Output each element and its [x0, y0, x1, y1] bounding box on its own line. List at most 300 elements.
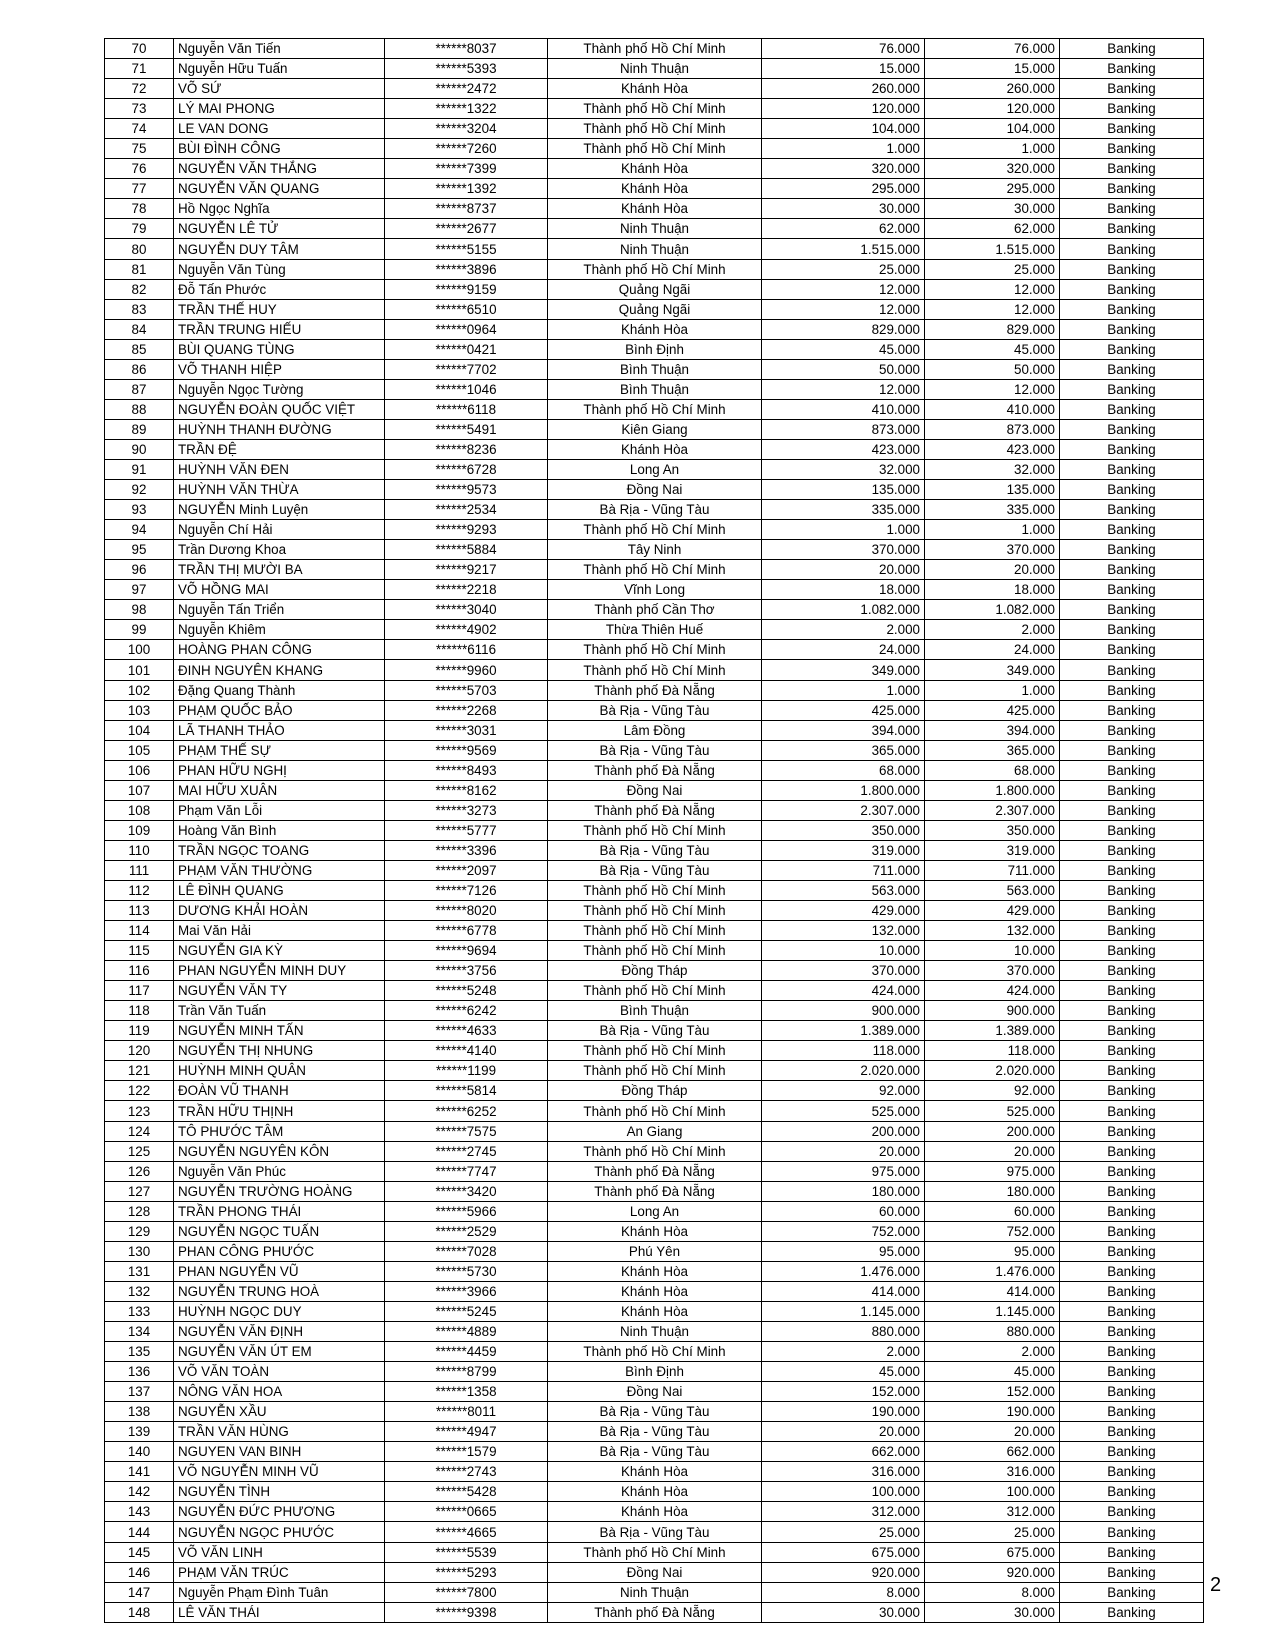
account-cell: ******5491 [385, 419, 548, 439]
amount-cell: 24.000 [762, 640, 925, 660]
account-cell: ******6252 [385, 1101, 548, 1121]
method-cell: Banking [1060, 820, 1204, 840]
name-cell: VÕ HỒNG MAI [174, 580, 385, 600]
name-cell: Nguyễn Hữu Tuấn [174, 59, 385, 79]
province-cell: Kiên Giang [548, 419, 762, 439]
account-cell: ******5428 [385, 1482, 548, 1502]
table-row [105, 981, 1204, 1001]
amount-cell: 316.000 [762, 1462, 925, 1482]
row-number-cell: 75 [105, 139, 174, 159]
name-cell: NGUYỄN TRUNG HOÀ [174, 1281, 385, 1301]
received-amount-cell: 2.307.000 [925, 800, 1060, 820]
amount-cell: 365.000 [762, 740, 925, 760]
method-cell: Banking [1060, 319, 1204, 339]
name-cell: LÊ ĐÌNH QUANG [174, 880, 385, 900]
account-cell: ******3031 [385, 720, 548, 740]
name-cell: PHẠM QUỐC BẢO [174, 700, 385, 720]
row-number-cell: 84 [105, 319, 174, 339]
received-amount-cell: 873.000 [925, 419, 1060, 439]
account-cell: ******4633 [385, 1021, 548, 1041]
row-number-cell: 111 [105, 860, 174, 880]
table-row [105, 339, 1204, 359]
amount-cell: 900.000 [762, 1001, 925, 1021]
province-cell: Ninh Thuận [548, 219, 762, 239]
table-row [105, 239, 1204, 259]
province-cell: Khánh Hòa [548, 1261, 762, 1281]
province-cell: Thành phố Hồ Chí Minh [548, 981, 762, 1001]
amount-cell: 180.000 [762, 1181, 925, 1201]
method-cell: Banking [1060, 1121, 1204, 1141]
row-number-cell: 141 [105, 1462, 174, 1482]
method-cell: Banking [1060, 1201, 1204, 1221]
row-number-cell: 78 [105, 199, 174, 219]
row-number-cell: 119 [105, 1021, 174, 1041]
received-amount-cell: 45.000 [925, 339, 1060, 359]
table-row [105, 760, 1204, 780]
row-number-cell: 85 [105, 339, 174, 359]
table-row [105, 1362, 1204, 1382]
received-amount-cell: 1.145.000 [925, 1301, 1060, 1321]
row-number-cell: 90 [105, 439, 174, 459]
name-cell: TRẦN VĂN HÙNG [174, 1422, 385, 1442]
account-cell: ******5703 [385, 680, 548, 700]
table-row [105, 1021, 1204, 1041]
method-cell: Banking [1060, 1281, 1204, 1301]
received-amount-cell: 30.000 [925, 199, 1060, 219]
province-cell: Thừa Thiên Huế [548, 620, 762, 640]
account-cell: ******1046 [385, 379, 548, 399]
method-cell: Banking [1060, 520, 1204, 540]
account-cell: ******2534 [385, 500, 548, 520]
amount-cell: 424.000 [762, 981, 925, 1001]
row-number-cell: 122 [105, 1081, 174, 1101]
amount-cell: 335.000 [762, 500, 925, 520]
name-cell: TRẦN HỮU THỊNH [174, 1101, 385, 1121]
name-cell: NÔNG VĂN HOA [174, 1382, 385, 1402]
province-cell: Thành phố Hồ Chí Minh [548, 119, 762, 139]
row-number-cell: 137 [105, 1382, 174, 1402]
row-number-cell: 94 [105, 520, 174, 540]
method-cell: Banking [1060, 179, 1204, 199]
table-row [105, 79, 1204, 99]
received-amount-cell: 880.000 [925, 1322, 1060, 1342]
province-cell: Thành phố Đà Nẵng [548, 1181, 762, 1201]
table-row [105, 961, 1204, 981]
row-number-cell: 136 [105, 1362, 174, 1382]
name-cell: PHẠM VĂN THƯỜNG [174, 860, 385, 880]
province-cell: Ninh Thuận [548, 1582, 762, 1602]
method-cell: Banking [1060, 79, 1204, 99]
name-cell: TRẦN NGỌC TOANG [174, 840, 385, 860]
province-cell: Bà Rịa - Vũng Tàu [548, 1522, 762, 1542]
table-row [105, 1081, 1204, 1101]
amount-cell: 349.000 [762, 660, 925, 680]
account-cell: ******0665 [385, 1502, 548, 1522]
table-row [105, 1582, 1204, 1602]
province-cell: Bà Rịa - Vũng Tàu [548, 1422, 762, 1442]
received-amount-cell: 12.000 [925, 299, 1060, 319]
received-amount-cell: 2.000 [925, 1342, 1060, 1362]
row-number-cell: 114 [105, 921, 174, 941]
table-row [105, 1121, 1204, 1141]
amount-cell: 1.000 [762, 680, 925, 700]
table-row [105, 780, 1204, 800]
amount-cell: 873.000 [762, 419, 925, 439]
account-cell: ******9398 [385, 1602, 548, 1622]
received-amount-cell: 120.000 [925, 99, 1060, 119]
province-cell: Bà Rịa - Vũng Tàu [548, 840, 762, 860]
name-cell: NGUYỄN NGỌC PHƯỚC [174, 1522, 385, 1542]
account-cell: ******6242 [385, 1001, 548, 1021]
row-number-cell: 145 [105, 1542, 174, 1562]
row-number-cell: 104 [105, 720, 174, 740]
method-cell: Banking [1060, 961, 1204, 981]
received-amount-cell: 424.000 [925, 981, 1060, 1001]
amount-cell: 370.000 [762, 540, 925, 560]
row-number-cell: 72 [105, 79, 174, 99]
table-row [105, 1261, 1204, 1281]
method-cell: Banking [1060, 640, 1204, 660]
account-cell: ******9694 [385, 941, 548, 961]
account-cell: ******2743 [385, 1462, 548, 1482]
method-cell: Banking [1060, 680, 1204, 700]
name-cell: Nguyễn Phạm Đình Tuân [174, 1582, 385, 1602]
received-amount-cell: 62.000 [925, 219, 1060, 239]
method-cell: Banking [1060, 941, 1204, 961]
table-row [105, 1141, 1204, 1161]
method-cell: Banking [1060, 39, 1204, 59]
account-cell: ******9573 [385, 480, 548, 500]
received-amount-cell: 975.000 [925, 1161, 1060, 1181]
province-cell: Thành phố Hồ Chí Minh [548, 820, 762, 840]
method-cell: Banking [1060, 780, 1204, 800]
table-row [105, 1462, 1204, 1482]
account-cell: ******2268 [385, 700, 548, 720]
name-cell: LE VAN DONG [174, 119, 385, 139]
table-row [105, 740, 1204, 760]
account-cell: ******3204 [385, 119, 548, 139]
province-cell: Thành phố Đà Nẵng [548, 760, 762, 780]
amount-cell: 60.000 [762, 1201, 925, 1221]
table-row [105, 179, 1204, 199]
table-row [105, 439, 1204, 459]
received-amount-cell: 414.000 [925, 1281, 1060, 1301]
row-number-cell: 102 [105, 680, 174, 700]
received-amount-cell: 50.000 [925, 359, 1060, 379]
received-amount-cell: 1.082.000 [925, 600, 1060, 620]
received-amount-cell: 429.000 [925, 901, 1060, 921]
name-cell: NGUYỄN VĂN THẮNG [174, 159, 385, 179]
method-cell: Banking [1060, 1502, 1204, 1522]
received-amount-cell: 24.000 [925, 640, 1060, 660]
province-cell: Thành phố Cần Thơ [548, 600, 762, 620]
table-row [105, 1602, 1204, 1622]
table-row [105, 1161, 1204, 1181]
table-row [105, 660, 1204, 680]
row-number-cell: 97 [105, 580, 174, 600]
table-row [105, 540, 1204, 560]
table-row [105, 520, 1204, 540]
province-cell: Đồng Nai [548, 480, 762, 500]
table-row [105, 901, 1204, 921]
name-cell: HUỲNH THANH ĐƯỜNG [174, 419, 385, 439]
table-row [105, 99, 1204, 119]
account-cell: ******2218 [385, 580, 548, 600]
received-amount-cell: 563.000 [925, 880, 1060, 900]
province-cell: Đồng Tháp [548, 961, 762, 981]
row-number-cell: 96 [105, 560, 174, 580]
table-row [105, 1422, 1204, 1442]
name-cell: TÔ PHƯỚC TÂM [174, 1121, 385, 1141]
province-cell: Thành phố Hồ Chí Minh [548, 99, 762, 119]
method-cell: Banking [1060, 1081, 1204, 1101]
province-cell: Khánh Hòa [548, 159, 762, 179]
name-cell: HUỲNH MINH QUÂN [174, 1061, 385, 1081]
method-cell: Banking [1060, 1382, 1204, 1402]
table-row [105, 1001, 1204, 1021]
name-cell: VÕ VĂN TOÀN [174, 1362, 385, 1382]
method-cell: Banking [1060, 921, 1204, 941]
row-number-cell: 116 [105, 961, 174, 981]
account-cell: ******6778 [385, 921, 548, 941]
method-cell: Banking [1060, 159, 1204, 179]
received-amount-cell: 370.000 [925, 540, 1060, 560]
method-cell: Banking [1060, 1362, 1204, 1382]
account-cell: ******7399 [385, 159, 548, 179]
name-cell: Đỗ Tấn Phước [174, 279, 385, 299]
method-cell: Banking [1060, 760, 1204, 780]
province-cell: Phú Yên [548, 1241, 762, 1261]
table-row [105, 139, 1204, 159]
method-cell: Banking [1060, 1322, 1204, 1342]
table-row [105, 259, 1204, 279]
table-row [105, 1241, 1204, 1261]
amount-cell: 1.000 [762, 520, 925, 540]
method-cell: Banking [1060, 1422, 1204, 1442]
received-amount-cell: 1.800.000 [925, 780, 1060, 800]
table-row [105, 359, 1204, 379]
row-number-cell: 130 [105, 1241, 174, 1261]
name-cell: Nguyễn Văn Phúc [174, 1161, 385, 1181]
name-cell: Nguyễn Tấn Triển [174, 600, 385, 620]
account-cell: ******5248 [385, 981, 548, 1001]
amount-cell: 68.000 [762, 760, 925, 780]
received-amount-cell: 423.000 [925, 439, 1060, 459]
amount-cell: 118.000 [762, 1041, 925, 1061]
received-amount-cell: 711.000 [925, 860, 1060, 880]
method-cell: Banking [1060, 419, 1204, 439]
row-number-cell: 74 [105, 119, 174, 139]
name-cell: PHAN NGUYỄN MINH DUY [174, 961, 385, 981]
province-cell: Bình Định [548, 1362, 762, 1382]
account-cell: ******3756 [385, 961, 548, 981]
amount-cell: 1.476.000 [762, 1261, 925, 1281]
name-cell: NGUYỄN VĂN TY [174, 981, 385, 1001]
method-cell: Banking [1060, 299, 1204, 319]
received-amount-cell: 316.000 [925, 1462, 1060, 1482]
province-cell: Đồng Tháp [548, 1081, 762, 1101]
account-cell: ******6510 [385, 299, 548, 319]
amount-cell: 12.000 [762, 379, 925, 399]
name-cell: ĐOÀN VŨ THANH [174, 1081, 385, 1101]
method-cell: Banking [1060, 199, 1204, 219]
name-cell: PHAN NGUYỄN VŨ [174, 1261, 385, 1281]
amount-cell: 25.000 [762, 1522, 925, 1542]
received-amount-cell: 68.000 [925, 760, 1060, 780]
account-cell: ******5293 [385, 1562, 548, 1582]
table-row [105, 680, 1204, 700]
row-number-cell: 127 [105, 1181, 174, 1201]
name-cell: Mai Văn Hải [174, 921, 385, 941]
province-cell: Vĩnh Long [548, 580, 762, 600]
row-number-cell: 71 [105, 59, 174, 79]
table-row [105, 39, 1204, 59]
row-number-cell: 109 [105, 820, 174, 840]
province-cell: Thành phố Hồ Chí Minh [548, 901, 762, 921]
amount-cell: 414.000 [762, 1281, 925, 1301]
table-row [105, 1482, 1204, 1502]
account-cell: ******1199 [385, 1061, 548, 1081]
table-row [105, 480, 1204, 500]
table-row [105, 1301, 1204, 1321]
method-cell: Banking [1060, 459, 1204, 479]
amount-cell: 15.000 [762, 59, 925, 79]
method-cell: Banking [1060, 1001, 1204, 1021]
received-amount-cell: 76.000 [925, 39, 1060, 59]
table-row [105, 1402, 1204, 1422]
received-amount-cell: 394.000 [925, 720, 1060, 740]
table-row [105, 279, 1204, 299]
received-amount-cell: 349.000 [925, 660, 1060, 680]
table-row [105, 1382, 1204, 1402]
name-cell: PHAN HỮU NGHỊ [174, 760, 385, 780]
method-cell: Banking [1060, 720, 1204, 740]
province-cell: Bình Thuận [548, 1001, 762, 1021]
province-cell: Ninh Thuận [548, 239, 762, 259]
received-amount-cell: 25.000 [925, 259, 1060, 279]
row-number-cell: 79 [105, 219, 174, 239]
account-cell: ******5245 [385, 1301, 548, 1321]
table-row [105, 379, 1204, 399]
amount-cell: 675.000 [762, 1542, 925, 1562]
account-cell: ******0421 [385, 339, 548, 359]
row-number-cell: 139 [105, 1422, 174, 1442]
amount-cell: 429.000 [762, 901, 925, 921]
received-amount-cell: 410.000 [925, 399, 1060, 419]
row-number-cell: 108 [105, 800, 174, 820]
method-cell: Banking [1060, 840, 1204, 860]
method-cell: Banking [1060, 1462, 1204, 1482]
received-amount-cell: 900.000 [925, 1001, 1060, 1021]
province-cell: Thành phố Hồ Chí Minh [548, 941, 762, 961]
account-cell: ******4902 [385, 620, 548, 640]
province-cell: Thành phố Đà Nẵng [548, 800, 762, 820]
amount-cell: 319.000 [762, 840, 925, 860]
name-cell: DƯƠNG KHẢI HOÀN [174, 901, 385, 921]
name-cell: Nguyễn Văn Tiến [174, 39, 385, 59]
received-amount-cell: 100.000 [925, 1482, 1060, 1502]
page-number: 2 [1210, 1574, 1222, 1596]
province-cell: Thành phố Hồ Chí Minh [548, 1342, 762, 1362]
account-cell: ******4665 [385, 1522, 548, 1542]
method-cell: Banking [1060, 1041, 1204, 1061]
name-cell: LÃ THANH THẢO [174, 720, 385, 740]
method-cell: Banking [1060, 1101, 1204, 1121]
account-cell: ******7702 [385, 359, 548, 379]
row-number-cell: 82 [105, 279, 174, 299]
name-cell: NGUYỄN GIA KỲ [174, 941, 385, 961]
row-number-cell: 89 [105, 419, 174, 439]
account-cell: ******1358 [385, 1382, 548, 1402]
province-cell: Đồng Nai [548, 1382, 762, 1402]
amount-cell: 423.000 [762, 439, 925, 459]
received-amount-cell: 20.000 [925, 1422, 1060, 1442]
name-cell: PHẠM VĂN TRÚC [174, 1562, 385, 1582]
amount-cell: 62.000 [762, 219, 925, 239]
name-cell: NGUYỄN DUY TÂM [174, 239, 385, 259]
amount-cell: 18.000 [762, 580, 925, 600]
amount-cell: 295.000 [762, 179, 925, 199]
account-cell: ******3896 [385, 259, 548, 279]
name-cell: NGUYỄN NGỌC TUẤN [174, 1221, 385, 1241]
received-amount-cell: 662.000 [925, 1442, 1060, 1462]
name-cell: TRẦN ĐỆ [174, 439, 385, 459]
table-row [105, 921, 1204, 941]
amount-cell: 975.000 [762, 1161, 925, 1181]
name-cell: HUỲNH VĂN ĐEN [174, 459, 385, 479]
row-number-cell: 146 [105, 1562, 174, 1582]
name-cell: VÕ VĂN LINH [174, 1542, 385, 1562]
table-row [105, 600, 1204, 620]
name-cell: Nguyễn Văn Tùng [174, 259, 385, 279]
method-cell: Banking [1060, 880, 1204, 900]
province-cell: Bà Rịa - Vũng Tàu [548, 700, 762, 720]
table-row [105, 1502, 1204, 1522]
method-cell: Banking [1060, 600, 1204, 620]
province-cell: Bà Rịa - Vũng Tàu [548, 500, 762, 520]
province-cell: Đồng Nai [548, 780, 762, 800]
row-number-cell: 99 [105, 620, 174, 640]
table-row [105, 1542, 1204, 1562]
province-cell: Thành phố Đà Nẵng [548, 1602, 762, 1622]
name-cell: BÙI QUANG TÙNG [174, 339, 385, 359]
account-cell: ******9960 [385, 660, 548, 680]
table-row [105, 880, 1204, 900]
account-cell: ******6728 [385, 459, 548, 479]
donation-table [104, 38, 1204, 1623]
name-cell: VÕ SỨ [174, 79, 385, 99]
row-number-cell: 121 [105, 1061, 174, 1081]
account-cell: ******2745 [385, 1141, 548, 1161]
table-row [105, 1041, 1204, 1061]
row-number-cell: 129 [105, 1221, 174, 1241]
province-cell: Bà Rịa - Vũng Tàu [548, 860, 762, 880]
account-cell: ******2677 [385, 219, 548, 239]
method-cell: Banking [1060, 1181, 1204, 1201]
amount-cell: 711.000 [762, 860, 925, 880]
province-cell: Quảng Ngãi [548, 279, 762, 299]
account-cell: ******4459 [385, 1342, 548, 1362]
account-cell: ******3420 [385, 1181, 548, 1201]
table-row [105, 459, 1204, 479]
province-cell: Thành phố Hồ Chí Minh [548, 259, 762, 279]
name-cell: NGUYỄN TRƯỜNG HOÀNG [174, 1181, 385, 1201]
received-amount-cell: 1.000 [925, 139, 1060, 159]
table-row [105, 1342, 1204, 1362]
method-cell: Banking [1060, 740, 1204, 760]
row-number-cell: 87 [105, 379, 174, 399]
account-cell: ******8011 [385, 1402, 548, 1422]
